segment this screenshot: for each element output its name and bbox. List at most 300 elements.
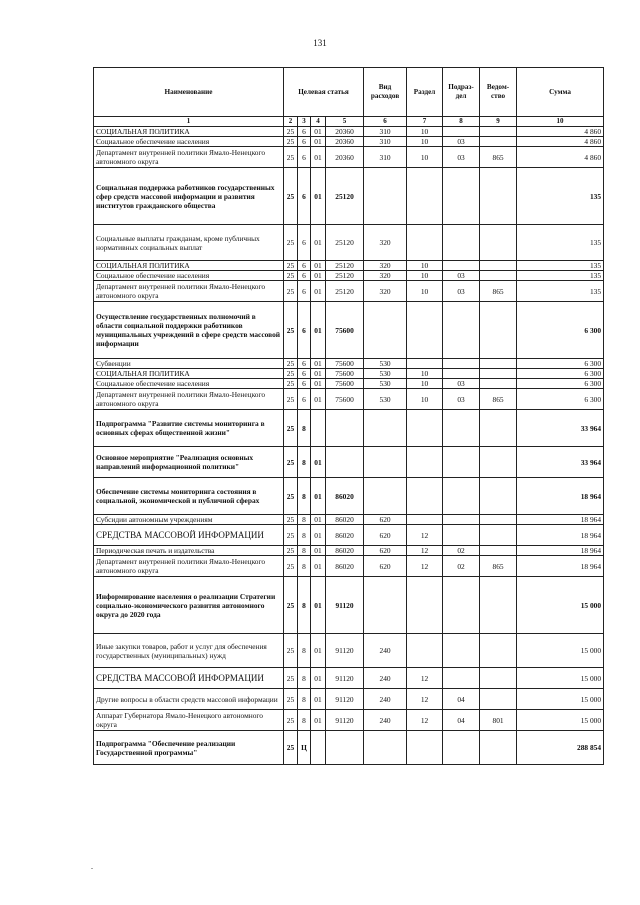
target-code-1: 25	[284, 668, 298, 689]
vedomstvo-cell: 865	[480, 147, 517, 168]
vid-cell	[364, 168, 407, 225]
target-code-3: 01	[311, 668, 326, 689]
target-code-3: 01	[311, 281, 326, 302]
sum-cell: 4 860	[517, 137, 604, 147]
podrazdel-cell	[443, 478, 480, 515]
column-number: 5	[326, 117, 364, 127]
target-code-1: 25	[284, 168, 298, 225]
sum-cell: 18 964	[517, 546, 604, 556]
target-code-3: 01	[311, 168, 326, 225]
razdel-cell: 10	[407, 261, 443, 271]
target-code-2: 8	[298, 410, 311, 447]
page-number: 131	[313, 38, 327, 48]
table-row	[94, 389, 604, 410]
razdel-cell: 10	[407, 137, 443, 147]
vid-cell: 320	[364, 281, 407, 302]
sum-cell: 18 964	[517, 556, 604, 577]
vedomstvo-cell: 865	[480, 556, 517, 577]
podrazdel-cell	[443, 410, 480, 447]
razdel-cell	[407, 302, 443, 359]
row-name: Основное мероприятие "Реализация основных направлений информационной политики"	[94, 447, 284, 478]
header-podrazdel: Подраз-дел	[443, 68, 480, 117]
target-code-4: 91120	[326, 577, 364, 634]
vid-cell: 620	[364, 556, 407, 577]
table-row	[94, 731, 604, 765]
header-target: Целевая статья	[284, 68, 364, 117]
sum-cell: 288 854	[517, 731, 604, 765]
target-code-1: 25	[284, 281, 298, 302]
row-name: СРЕДСТВА МАССОВОЙ ИНФОРМАЦИИ	[94, 525, 284, 546]
table-row	[94, 556, 604, 577]
row-name: Другие вопросы в области средств массовой информации	[94, 689, 284, 710]
row-name: СОЦИАЛЬНАЯ ПОЛИТИКА	[94, 261, 284, 271]
razdel-cell: 12	[407, 546, 443, 556]
vid-cell: 530	[364, 379, 407, 389]
razdel-cell	[407, 359, 443, 369]
razdel-cell	[407, 515, 443, 525]
table-row	[94, 689, 604, 710]
target-code-1: 25	[284, 225, 298, 261]
target-code-4: 75600	[326, 369, 364, 379]
target-code-1: 25	[284, 127, 298, 137]
target-code-4: 20360	[326, 147, 364, 168]
vid-cell: 240	[364, 710, 407, 731]
column-number-row	[94, 117, 604, 127]
target-code-4: 91120	[326, 710, 364, 731]
target-code-2: 6	[298, 379, 311, 389]
table-row	[94, 359, 604, 369]
podrazdel-cell: 02	[443, 546, 480, 556]
target-code-2: 8	[298, 710, 311, 731]
target-code-1: 25	[284, 147, 298, 168]
podrazdel-cell: 03	[443, 379, 480, 389]
vedomstvo-cell	[480, 369, 517, 379]
target-code-3: 01	[311, 359, 326, 369]
row-name: Социальное обеспечение населения	[94, 379, 284, 389]
podrazdel-cell: 03	[443, 147, 480, 168]
target-code-1: 25	[284, 302, 298, 359]
target-code-3	[311, 410, 326, 447]
target-code-4: 75600	[326, 379, 364, 389]
vedomstvo-cell	[480, 447, 517, 478]
podrazdel-cell	[443, 525, 480, 546]
target-code-3: 01	[311, 302, 326, 359]
target-code-2: 8	[298, 546, 311, 556]
target-code-3: 01	[311, 137, 326, 147]
target-code-3: 01	[311, 271, 326, 281]
row-name: Обеспечение системы мониторинга состояния в социальной, экономической и публичной сферах	[94, 478, 284, 515]
vedomstvo-cell	[480, 731, 517, 765]
table-row	[94, 302, 604, 359]
target-code-4	[326, 410, 364, 447]
target-code-4	[326, 447, 364, 478]
vid-cell: 310	[364, 127, 407, 137]
podrazdel-cell	[443, 731, 480, 765]
razdel-cell	[407, 731, 443, 765]
vid-cell: 320	[364, 271, 407, 281]
razdel-cell	[407, 225, 443, 261]
column-number: 10	[517, 117, 604, 127]
vedomstvo-cell	[480, 225, 517, 261]
vedomstvo-cell	[480, 546, 517, 556]
vid-cell: 620	[364, 546, 407, 556]
target-code-2: 8	[298, 577, 311, 634]
target-code-4: 75600	[326, 302, 364, 359]
target-code-3: 01	[311, 379, 326, 389]
target-code-2: 6	[298, 302, 311, 359]
vid-cell: 620	[364, 515, 407, 525]
table-row	[94, 668, 604, 689]
table-row	[94, 546, 604, 556]
target-code-2: 6	[298, 359, 311, 369]
column-number: 8	[443, 117, 480, 127]
table-row	[94, 369, 604, 379]
vid-cell: 320	[364, 225, 407, 261]
target-code-1: 25	[284, 577, 298, 634]
vedomstvo-cell	[480, 137, 517, 147]
table-row	[94, 281, 604, 302]
target-code-3: 01	[311, 556, 326, 577]
vedomstvo-cell	[480, 302, 517, 359]
target-code-1: 25	[284, 710, 298, 731]
target-code-2: Ц	[298, 731, 311, 765]
header-summa: Сумма	[517, 68, 604, 117]
podrazdel-cell	[443, 447, 480, 478]
row-name: СОЦИАЛЬНАЯ ПОЛИТИКА	[94, 127, 284, 137]
column-number: 9	[480, 117, 517, 127]
target-code-4: 25120	[326, 168, 364, 225]
razdel-cell	[407, 634, 443, 668]
podrazdel-cell: 03	[443, 389, 480, 410]
sum-cell: 33 964	[517, 447, 604, 478]
razdel-cell: 10	[407, 127, 443, 137]
table-row	[94, 168, 604, 225]
target-code-4: 75600	[326, 389, 364, 410]
sum-cell: 15 000	[517, 668, 604, 689]
row-name: Подпрограмма "Развитие системы мониторинга в основных сферах общественной жизни"	[94, 410, 284, 447]
sum-cell: 18 964	[517, 515, 604, 525]
target-code-1: 25	[284, 410, 298, 447]
target-code-2: 6	[298, 168, 311, 225]
sum-cell: 18 964	[517, 478, 604, 515]
target-code-4: 86020	[326, 546, 364, 556]
target-code-3	[311, 731, 326, 765]
podrazdel-cell	[443, 127, 480, 137]
row-name: Осуществление государственных полномочий в области социальной поддержки работников муниципальных учреждений в сфере средств массовой информации	[94, 302, 284, 359]
target-code-4: 25120	[326, 225, 364, 261]
vedomstvo-cell	[480, 271, 517, 281]
target-code-2: 6	[298, 137, 311, 147]
table-row	[94, 478, 604, 515]
target-code-4: 91120	[326, 689, 364, 710]
row-name: Информирование населения о реализации Стратегии социально-экономического развития автономного округа до 2020 года	[94, 577, 284, 634]
razdel-cell	[407, 168, 443, 225]
vid-cell: 310	[364, 147, 407, 168]
razdel-cell	[407, 410, 443, 447]
target-code-4: 25120	[326, 281, 364, 302]
vid-cell: 530	[364, 369, 407, 379]
sum-cell: 6 300	[517, 359, 604, 369]
row-name: Департамент внутренней политики Ямало-Ненецкого автономного округа	[94, 556, 284, 577]
target-code-1: 25	[284, 634, 298, 668]
table-row	[94, 225, 604, 261]
header-row	[94, 68, 604, 117]
target-code-3: 01	[311, 447, 326, 478]
sum-cell: 33 964	[517, 410, 604, 447]
podrazdel-cell	[443, 634, 480, 668]
sum-cell: 18 964	[517, 525, 604, 546]
vedomstvo-cell	[480, 577, 517, 634]
column-number: 4	[311, 117, 326, 127]
razdel-cell: 10	[407, 379, 443, 389]
header-name: Наименование	[94, 68, 284, 117]
row-name: Департамент внутренней политики Ямало-Ненецкого автономного округа	[94, 389, 284, 410]
target-code-2: 8	[298, 668, 311, 689]
column-number: 1	[94, 117, 284, 127]
table-row	[94, 515, 604, 525]
vedomstvo-cell: 865	[480, 281, 517, 302]
row-name: Периодическая печать и издательства	[94, 546, 284, 556]
podrazdel-cell	[443, 359, 480, 369]
podrazdel-cell	[443, 225, 480, 261]
vedomstvo-cell	[480, 634, 517, 668]
target-code-2: 8	[298, 689, 311, 710]
target-code-4: 91120	[326, 634, 364, 668]
target-code-2: 6	[298, 271, 311, 281]
table-row	[94, 261, 604, 271]
row-name: Социальное обеспечение населения	[94, 271, 284, 281]
vedomstvo-cell	[480, 261, 517, 271]
vid-cell: 240	[364, 668, 407, 689]
table-row	[94, 447, 604, 478]
vid-cell: 240	[364, 689, 407, 710]
row-name: Субвенции	[94, 359, 284, 369]
vid-cell: 320	[364, 261, 407, 271]
header-razdel: Раздел	[407, 68, 443, 117]
podrazdel-cell: 03	[443, 137, 480, 147]
vid-cell: 310	[364, 137, 407, 147]
target-code-2: 6	[298, 127, 311, 137]
sum-cell: 4 860	[517, 147, 604, 168]
target-code-3: 01	[311, 546, 326, 556]
target-code-3: 01	[311, 689, 326, 710]
vedomstvo-cell: 801	[480, 710, 517, 731]
header-vid: Вид расходов	[364, 68, 407, 117]
target-code-3: 01	[311, 389, 326, 410]
table-row	[94, 137, 604, 147]
podrazdel-cell: 02	[443, 556, 480, 577]
target-code-3: 01	[311, 577, 326, 634]
target-code-3: 01	[311, 525, 326, 546]
target-code-4	[326, 731, 364, 765]
target-code-4: 86020	[326, 556, 364, 577]
razdel-cell: 10	[407, 369, 443, 379]
razdel-cell: 10	[407, 271, 443, 281]
vid-cell: 530	[364, 359, 407, 369]
target-code-2: 8	[298, 525, 311, 546]
target-code-4: 91120	[326, 668, 364, 689]
vid-cell: 240	[364, 634, 407, 668]
vedomstvo-cell	[480, 515, 517, 525]
sum-cell: 15 000	[517, 689, 604, 710]
sum-cell: 135	[517, 225, 604, 261]
sum-cell: 6 300	[517, 302, 604, 359]
target-code-3: 01	[311, 147, 326, 168]
target-code-1: 25	[284, 478, 298, 515]
target-code-2: 8	[298, 478, 311, 515]
podrazdel-cell	[443, 515, 480, 525]
table-row	[94, 147, 604, 168]
vid-cell: 620	[364, 525, 407, 546]
table-row	[94, 127, 604, 137]
vid-cell: 530	[364, 389, 407, 410]
razdel-cell: 12	[407, 556, 443, 577]
vedomstvo-cell	[480, 168, 517, 225]
row-name: Социальные выплаты гражданам, кроме публичных нормативных социальных выплат	[94, 225, 284, 261]
target-code-2: 8	[298, 447, 311, 478]
vedomstvo-cell	[480, 525, 517, 546]
razdel-cell: 10	[407, 281, 443, 302]
target-code-2: 8	[298, 556, 311, 577]
razdel-cell	[407, 478, 443, 515]
target-code-2: 8	[298, 634, 311, 668]
sum-cell: 6 300	[517, 379, 604, 389]
vedomstvo-cell	[480, 359, 517, 369]
razdel-cell: 12	[407, 525, 443, 546]
sum-cell: 135	[517, 281, 604, 302]
target-code-3: 01	[311, 634, 326, 668]
row-name: Аппарат Губернатора Ямало-Ненецкого автономного округа	[94, 710, 284, 731]
vid-cell	[364, 478, 407, 515]
vid-cell	[364, 410, 407, 447]
target-code-1: 25	[284, 556, 298, 577]
sum-cell: 15 000	[517, 710, 604, 731]
target-code-3: 01	[311, 478, 326, 515]
target-code-3: 01	[311, 225, 326, 261]
sum-cell: 135	[517, 271, 604, 281]
table-row	[94, 271, 604, 281]
target-code-1: 25	[284, 137, 298, 147]
target-code-1: 25	[284, 525, 298, 546]
row-name: Департамент внутренней политики Ямало-Ненецкого автономного округа	[94, 281, 284, 302]
table-row	[94, 577, 604, 634]
target-code-2: 6	[298, 389, 311, 410]
target-code-2: 6	[298, 281, 311, 302]
razdel-cell: 12	[407, 710, 443, 731]
target-code-3: 01	[311, 369, 326, 379]
razdel-cell: 10	[407, 389, 443, 410]
podrazdel-cell	[443, 668, 480, 689]
target-code-2: 6	[298, 147, 311, 168]
target-code-1: 25	[284, 447, 298, 478]
target-code-4: 20360	[326, 127, 364, 137]
vedomstvo-cell	[480, 668, 517, 689]
table-row	[94, 410, 604, 447]
table-body	[94, 127, 604, 765]
sum-cell: 4 860	[517, 127, 604, 137]
podrazdel-cell: 03	[443, 281, 480, 302]
target-code-1: 25	[284, 379, 298, 389]
target-code-1: 25	[284, 731, 298, 765]
row-name: Департамент внутренней политики Ямало-Ненецкого автономного округа	[94, 147, 284, 168]
target-code-1: 25	[284, 546, 298, 556]
razdel-cell	[407, 577, 443, 634]
razdel-cell: 12	[407, 668, 443, 689]
podrazdel-cell	[443, 302, 480, 359]
target-code-1: 25	[284, 359, 298, 369]
sum-cell: 6 300	[517, 389, 604, 410]
target-code-2: 8	[298, 515, 311, 525]
target-code-1: 25	[284, 515, 298, 525]
vid-cell	[364, 577, 407, 634]
razdel-cell: 10	[407, 147, 443, 168]
razdel-cell: 12	[407, 689, 443, 710]
podrazdel-cell: 04	[443, 689, 480, 710]
target-code-4: 25120	[326, 261, 364, 271]
vedomstvo-cell	[480, 379, 517, 389]
column-number: 6	[364, 117, 407, 127]
table-row	[94, 710, 604, 731]
target-code-2: 6	[298, 369, 311, 379]
target-code-4: 86020	[326, 515, 364, 525]
target-code-1: 25	[284, 261, 298, 271]
target-code-3: 01	[311, 515, 326, 525]
target-code-4: 20360	[326, 137, 364, 147]
row-name: СОЦИАЛЬНАЯ ПОЛИТИКА	[94, 369, 284, 379]
header-vedomstvo: Ведом-ство	[480, 68, 517, 117]
vid-cell	[364, 731, 407, 765]
target-code-4: 25120	[326, 271, 364, 281]
target-code-1: 25	[284, 271, 298, 281]
row-name: Субсидии автономным учреждениям	[94, 515, 284, 525]
sum-cell: 15 000	[517, 634, 604, 668]
vedomstvo-cell	[480, 689, 517, 710]
column-number: 3	[298, 117, 311, 127]
podrazdel-cell	[443, 261, 480, 271]
podrazdel-cell	[443, 168, 480, 225]
razdel-cell	[407, 447, 443, 478]
column-number: 7	[407, 117, 443, 127]
podrazdel-cell: 04	[443, 710, 480, 731]
vedomstvo-cell	[480, 127, 517, 137]
podrazdel-cell	[443, 577, 480, 634]
vedomstvo-cell	[480, 410, 517, 447]
column-number: 2	[284, 117, 298, 127]
target-code-2: 6	[298, 261, 311, 271]
row-name: Социальное обеспечение населения	[94, 137, 284, 147]
row-name: СРЕДСТВА МАССОВОЙ ИНФОРМАЦИИ	[94, 668, 284, 689]
vid-cell	[364, 447, 407, 478]
stray-mark: .	[91, 862, 93, 871]
row-name: Иные закупки товаров, работ и услуг для обеспечения государственных (муниципальных) нужд	[94, 634, 284, 668]
table-row	[94, 525, 604, 546]
target-code-3: 01	[311, 127, 326, 137]
row-name: Подпрограмма "Обеспечение реализации Государственной программы"	[94, 731, 284, 765]
table-row	[94, 634, 604, 668]
sum-cell: 135	[517, 168, 604, 225]
row-name: Социальная поддержка работников государственных сфер средств массовой информации и развития институтов гражданского общества	[94, 168, 284, 225]
target-code-4: 86020	[326, 478, 364, 515]
target-code-3: 01	[311, 261, 326, 271]
budget-table	[93, 67, 604, 765]
target-code-4: 86020	[326, 525, 364, 546]
sum-cell: 6 300	[517, 369, 604, 379]
target-code-1: 25	[284, 689, 298, 710]
target-code-1: 25	[284, 389, 298, 410]
target-code-1: 25	[284, 369, 298, 379]
sum-cell: 135	[517, 261, 604, 271]
podrazdel-cell: 03	[443, 271, 480, 281]
